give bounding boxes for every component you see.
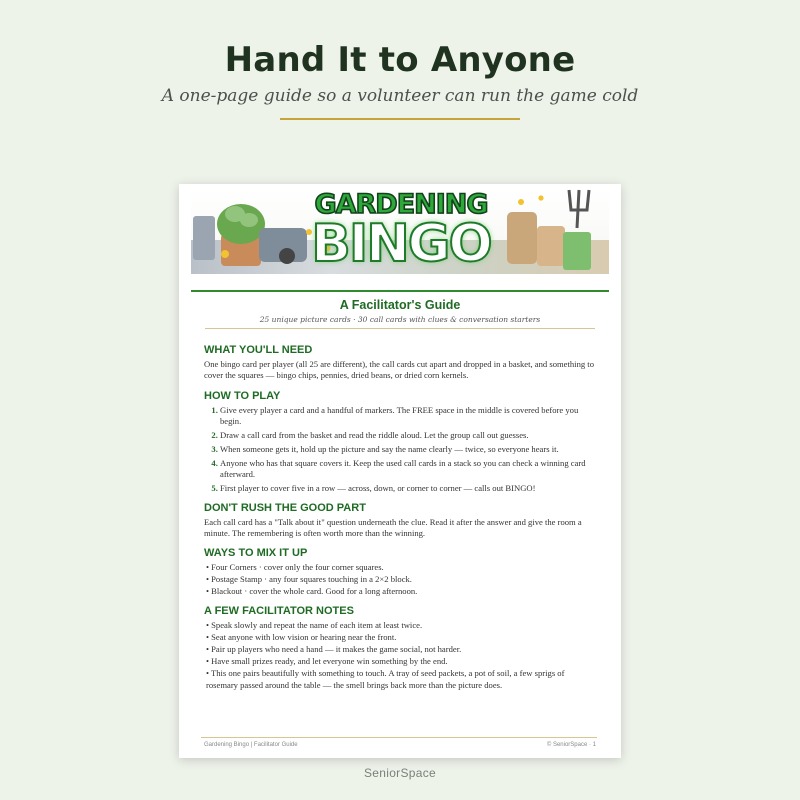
step-item: 5. First player to cover five in a row — across, down, or corner to corner — calls out BINGO! — [220, 483, 596, 494]
logo-bingo: BINGO — [311, 214, 491, 274]
seed-packet-icon — [563, 232, 591, 270]
guide-meta: 25 unique picture cards · 30 call cards with clues & conversation starters — [259, 315, 541, 324]
footer-right: © SeniorSpace · 1 — [546, 742, 596, 748]
facilitator-notes-list — [204, 620, 596, 691]
bee-icon — [221, 250, 229, 258]
list-item: • Pair up players who need a hand — it makes the game social, not harder. — [206, 644, 462, 654]
list-item: • Have small prizes ready, and let everyone win something by the end. — [206, 655, 448, 666]
section-notes-heading: A FEW FACILITATOR NOTES — [204, 605, 354, 618]
brand-logo: SeniorSpace — [363, 766, 436, 780]
section-mix-heading: WAYS TO MIX IT UP — [204, 547, 308, 560]
step-item: 3. When someone gets it, hold up the picture and say the name clearly — twice, so everyone hears it. — [220, 444, 596, 455]
guide-title: A Facilitator's Guide — [339, 298, 461, 312]
logo-gardening: GARDENING — [314, 189, 488, 220]
mix-variations-list — [204, 562, 596, 598]
list-item: • Seat anyone with low vision or hearing near the front. — [206, 632, 397, 643]
banner-rule — [191, 290, 609, 292]
section-how-heading: HOW TO PLAY — [204, 389, 281, 402]
hero-subtitle: A one-page guide so a volunteer can run the game cold — [161, 86, 639, 106]
list-item: • Postage Stamp · any four squares touching in a 2×2 block. — [206, 574, 412, 585]
section-need-body: One bingo card per player (all 25 are different), the call cards cut apart and dropped in a basket, and something to cover the squares — bingo chips, pennies, dried beans, or dried corn kernels. — [204, 359, 594, 381]
list-item: • This one pairs beautifully with something to touch. A tray of seed packets, a pot of soil, a few sprigs of rosemary passed around the table — the smell brings back more than the picture does. — [206, 667, 565, 690]
meta-divider — [205, 328, 595, 329]
gardening-bingo-banner — [191, 188, 609, 274]
step-item: 4. Anyone who has that square covers it. Keep the used call cards in a stack so you can check a winning card afterward. — [220, 458, 596, 481]
how-to-play-steps — [204, 405, 596, 495]
guide-content — [204, 344, 596, 699]
hero-divider — [280, 118, 520, 120]
list-item: • Blackout · cover the whole card. Good for a long afternoon. — [206, 586, 418, 597]
list-item: • Speak slowly and repeat the name of each item at least twice. — [206, 620, 423, 631]
watering-can-left-icon — [193, 216, 215, 260]
section-need-heading: WHAT YOU'LL NEED — [204, 344, 313, 356]
guide-sheet — [179, 184, 621, 758]
step-item: 1. Give every player a card and a handful of markers. The FREE space in the middle is covered before you begin. — [220, 405, 596, 428]
wooden-bucket-icon — [507, 212, 537, 264]
list-item: • Four Corners · cover only the four corner squares. — [206, 562, 384, 573]
section-rush-body: Each call card has a "Talk about it" question underneath the clue. Read it after the answer and give the room a minute. The remembering is often worth more than the winning. — [204, 516, 582, 539]
jug-icon — [537, 226, 565, 266]
section-rush-heading: DON'T RUSH THE GOOD PART — [204, 501, 366, 514]
footer-divider — [201, 737, 597, 738]
hero-title: Hand It to Anyone — [224, 40, 576, 80]
wheel-icon — [279, 248, 295, 264]
step-item: 2. Draw a call card from the basket and read the riddle aloud. Let the group call out guesses. — [220, 430, 596, 441]
footer-left: Gardening Bingo | Facilitator Guide — [204, 742, 298, 748]
garden-fork-icon — [569, 190, 589, 228]
